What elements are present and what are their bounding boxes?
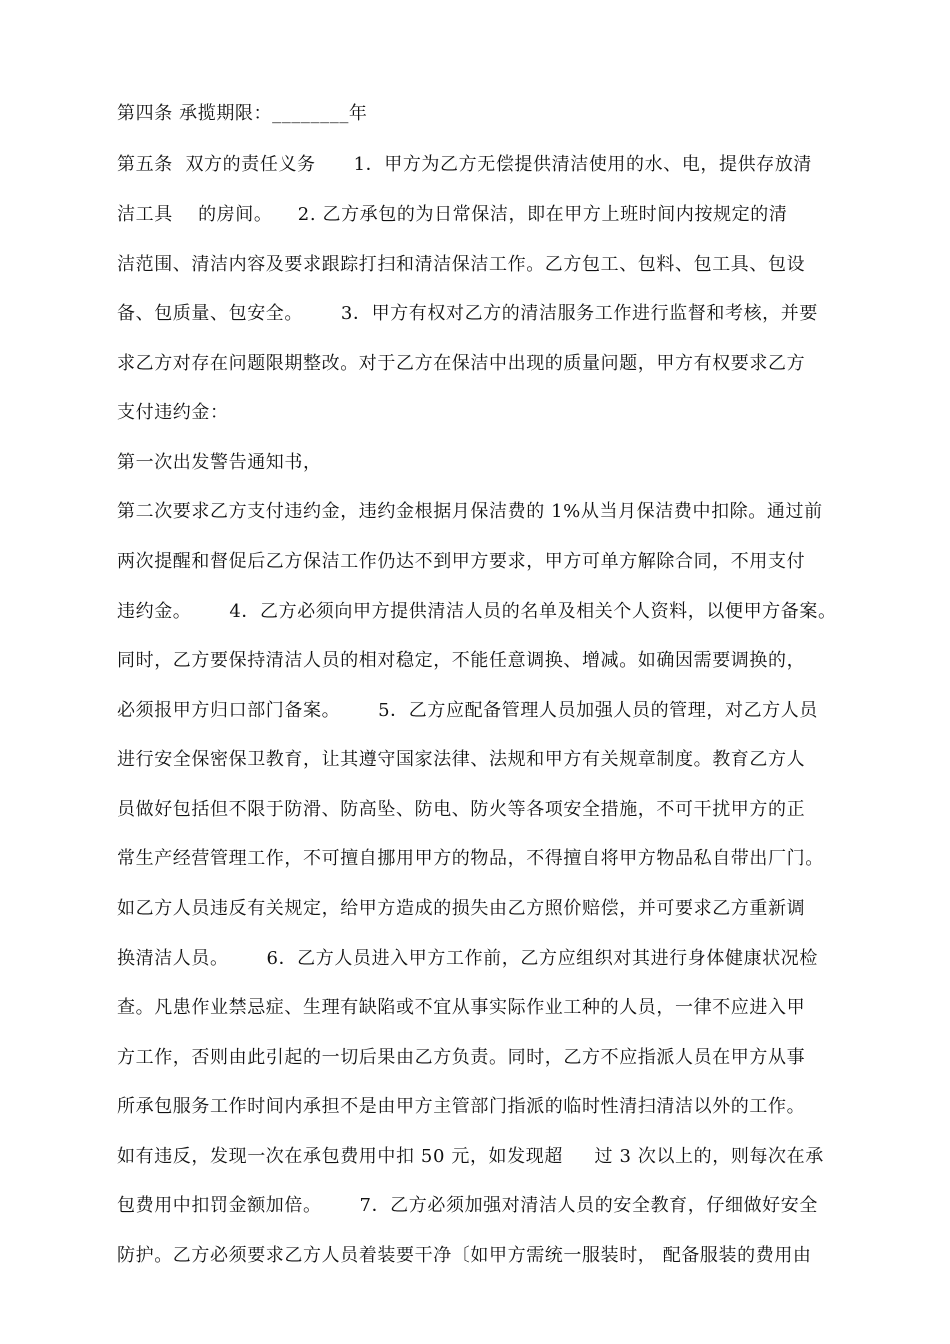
text-line: 如有违反，发现一次在承包费用中扣 50 元，如发现超 过 3 次以上的，则每次在承	[117, 1146, 824, 1167]
text-line: 求乙方对存在问题限期整改。对于乙方在保洁中出现的质量问题，甲方有权要求乙方	[117, 353, 806, 374]
text-line: 洁工具 的房间。 2. 乙方承包的为日常保洁，即在甲方上班时间内按规定的清	[117, 204, 788, 225]
text-line: 第二次要求乙方支付违约金，违约金根据月保洁费的 1%从当月保洁费中扣除。通过前	[117, 501, 823, 522]
text-line: 包费用中扣罚金额加倍。 7．乙方必须加强对清洁人员的安全教育，仔细做好安全	[117, 1195, 818, 1216]
text-line: 必须报甲方归口部门备案。 5．乙方应配备管理人员加强人员的管理，对乙方人员	[117, 700, 818, 721]
text-line: 两次提醒和督促后乙方保洁工作仍达不到甲方要求，甲方可单方解除合同，不用支付	[117, 551, 806, 572]
text-line: 备、包质量、包安全。 3．甲方有权对乙方的清洁服务工作进行监督和考核，并要	[117, 303, 818, 324]
text-line: 换清洁人员。 6．乙方人员进入甲方工作前，乙方应组织对其进行身体健康状况检	[117, 948, 818, 969]
text-line: 第四条 承揽期限：________年	[117, 103, 368, 124]
text-line: 违约金。 4．乙方必须向甲方提供清洁人员的名单及相关个人资料，以便甲方备案。	[117, 601, 837, 622]
text-line: 进行安全保密保卫教育，让其遵守国家法律、法规和甲方有关规章制度。教育乙方人	[117, 749, 806, 770]
text-line: 查。凡患作业禁忌症、生理有缺陷或不宜从事实际作业工种的人员，一律不应进入甲	[117, 997, 806, 1018]
text-line: 洁范围、清洁内容及要求跟踪打扫和清洁保洁工作。乙方包工、包料、包工具、包设	[117, 254, 806, 275]
text-line: 方工作，否则由此引起的一切后果由乙方负责。同时，乙方不应指派人员在甲方从事	[117, 1047, 806, 1068]
text-line: 员做好包括但不限于防滑、防高坠、防电、防火等各项安全措施，不可干扰甲方的正	[117, 799, 806, 820]
text-line: 同时，乙方要保持清洁人员的相对稳定，不能任意调换、增减。如确因需要调换的，	[117, 650, 806, 671]
text-line: 支付违约金：	[117, 402, 229, 423]
text-line: 第五条 双方的责任义务 1．甲方为乙方无偿提供清洁使用的水、电，提供存放清	[117, 154, 813, 175]
text-line: 如乙方人员违反有关规定，给甲方造成的损失由乙方照价赔偿，并可要求乙方重新调	[117, 898, 806, 919]
text-line: 第一次出发警告通知书，	[117, 452, 322, 473]
text-line: 防护。乙方必须要求乙方人员着装要干净〔如甲方需统一服装时， 配备服装的费用由	[117, 1245, 812, 1266]
text-line: 所承包服务工作时间内承担不是由甲方主管部门指派的临时性清扫清洁以外的工作。	[117, 1096, 806, 1117]
text-line: 常生产经营管理工作，不可擅自挪用甲方的物品，不得擅自将甲方物品私自带出厂门。	[117, 848, 824, 869]
